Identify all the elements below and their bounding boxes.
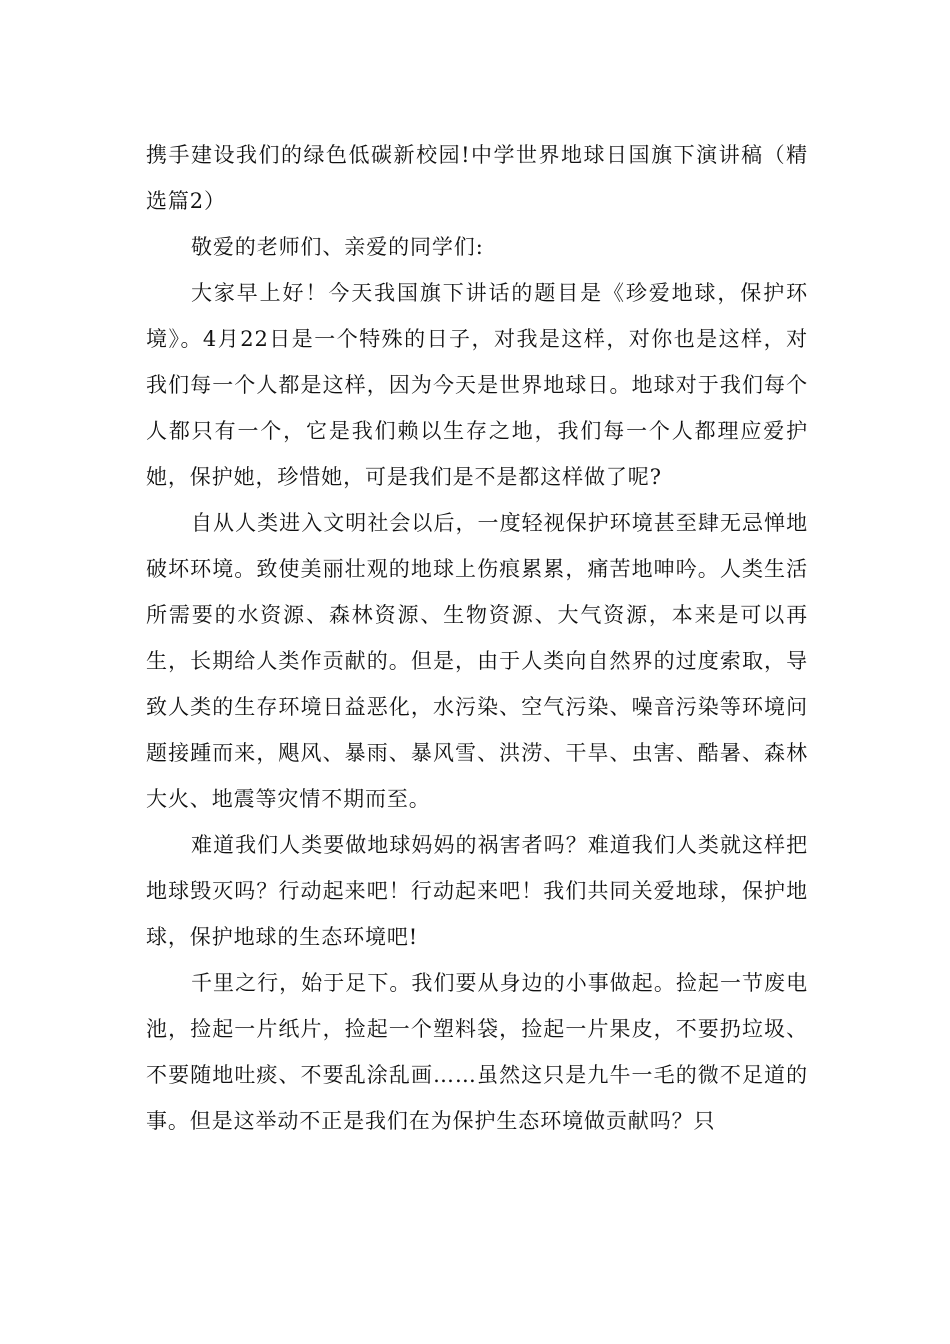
salutation-paragraph: 敬爱的老师们、亲爱的同学们: [191,235,484,259]
body-paragraph-2: 自从人类进入文明社会以后，一度轻视保护环境甚至肆无忌惮地破坏环境。致使美丽壮观的地球上伤痕累累，痛苦地呻吟。人类生活所需要的水资源、森林资源、生物资源、大气资源，本来是可以再生，长期给人类作贡献的。但是，由于人类向自然界的过度索取，导致人类的生存环境日益恶化，水污染、空气污染、噪音污染等环境问题接踵而来，飓风、暴雨、暴风雪、洪涝、干旱、虫害、酷暑、森林大火、地震等灾情不期而至。 [146,511,808,811]
document-body [146,132,808,1144]
document-title: 携手建设我们的绿色低碳新校园!中学世界地球日国旗下演讲稿（精选篇2） [146,143,808,213]
body-paragraph-1: 大家早上好！今天我国旗下讲话的题目是《珍爱地球，保护环境》。4月22日是一个特殊的日子，对我是这样，对你也是这样，对我们每一个人都是这样，因为今天是世界地球日。地球对于我们每个人都只有一个，它是我们赖以生存之地，我们每一个人都理应爱护她，保护她，珍惜她，可是我们是不是都这样做了呢? [146,281,808,489]
body-paragraph-4: 千里之行，始于足下。我们要从身边的小事做起。捡起一节废电池，捡起一片纸片，捡起一个塑料袋，捡起一片果皮，不要扔垃圾、不要随地吐痰、不要乱涂乱画……虽然这只是九牛一毛的微不足道的事。但是这举动不正是我们在为保护生态环境做贡献吗？只 [146,971,808,1133]
body-paragraph-3: 难道我们人类要做地球妈妈的祸害者吗？难道我们人类就这样把地球毁灭吗？行动起来吧！行动起来吧！我们共同关爱地球，保护地球，保护地球的生态环境吧! [146,833,808,949]
